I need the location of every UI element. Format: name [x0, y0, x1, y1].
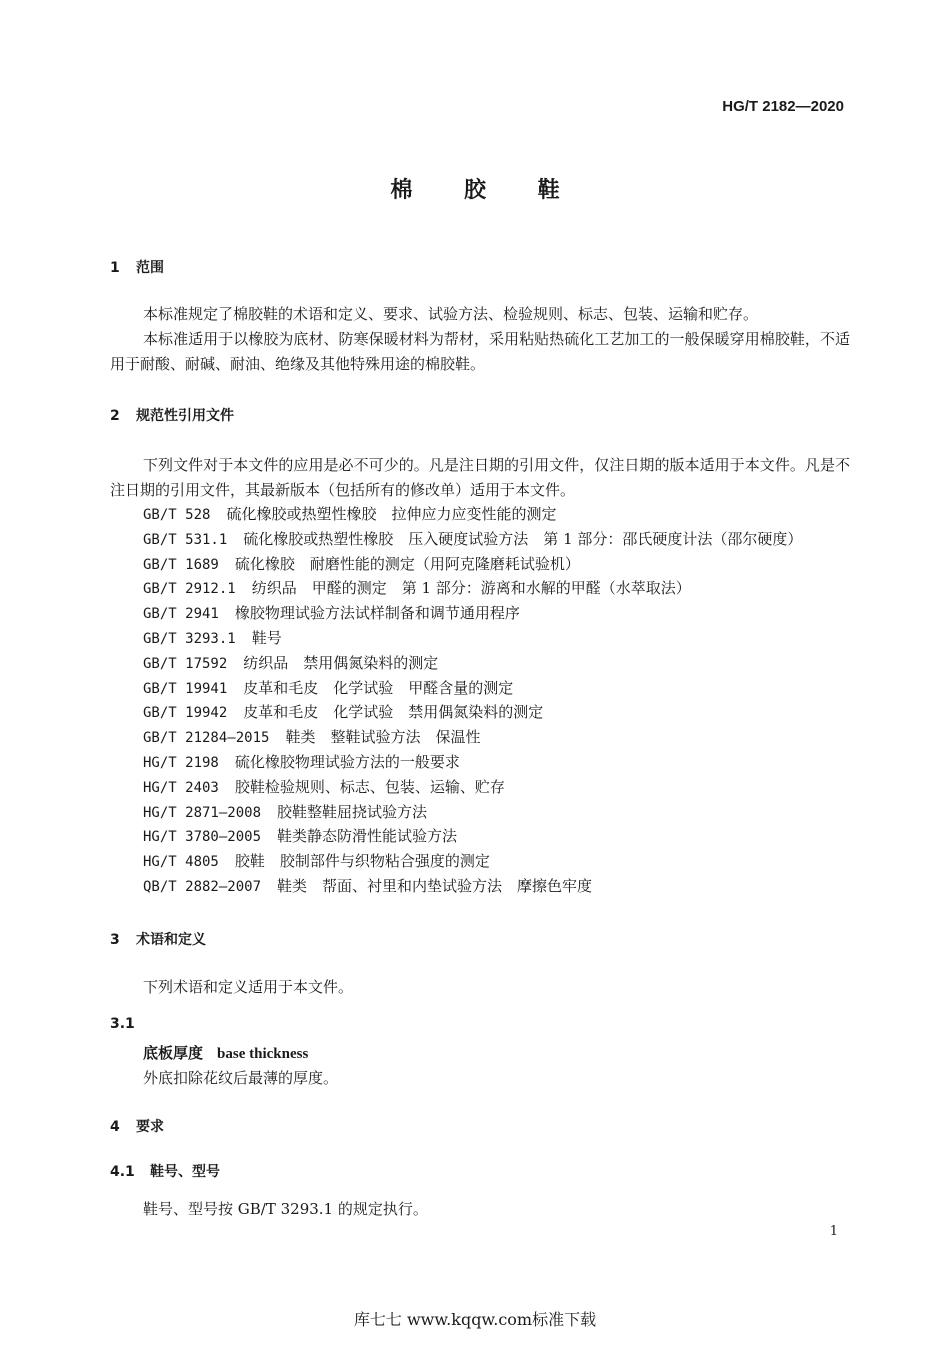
reference-code: HG/T 4805 — [143, 854, 219, 871]
reference-code: HG/T 2871—2008 — [143, 804, 262, 821]
reference-item — [143, 874, 802, 899]
reference-item — [143, 824, 802, 849]
section-1-heading — [110, 257, 164, 277]
reference-title: 皮革和毛皮 化学试验 甲醛含量的测定 — [243, 678, 514, 697]
reference-item — [143, 700, 802, 725]
term-english: base thickness — [217, 1046, 309, 1062]
reference-item — [143, 651, 802, 676]
section-4-heading — [110, 1116, 164, 1136]
shoe-size-text: 鞋号、型号按 GB/T 3293.1 的规定执行。 — [143, 1200, 428, 1218]
reference-code: GB/T 531.1 — [143, 531, 228, 548]
watermark: 库七七 www.kqqw.com标准下载 — [353, 1310, 597, 1329]
term-chinese: 底板厚度 — [143, 1044, 204, 1062]
reference-item — [143, 527, 802, 552]
section-number: 3 — [110, 932, 120, 948]
reference-title: 鞋类 整鞋试验方法 保温性 — [285, 728, 481, 747]
reference-item — [143, 601, 802, 626]
section-title: 范围 — [136, 260, 164, 276]
term-entry — [143, 1042, 308, 1063]
reference-title: 胶鞋整鞋屈挠试验方法 — [277, 802, 428, 821]
reference-item — [143, 502, 802, 527]
reference-item — [143, 750, 802, 775]
reference-title: 鞋号 — [251, 628, 282, 647]
subsection-number: 4.1 — [110, 1164, 135, 1180]
reference-title: 纺织品 禁用偶氮染料的测定 — [243, 653, 439, 672]
reference-code: GB/T 17592 — [143, 655, 228, 672]
subsection-title: 鞋号、型号 — [150, 1164, 220, 1180]
reference-list — [143, 502, 802, 899]
reference-code: GB/T 3293.1 — [143, 630, 236, 647]
reference-title: 皮革和毛皮 化学试验 禁用偶氮染料的测定 — [243, 703, 544, 722]
reference-code: QB/T 2882—2007 — [143, 878, 262, 895]
scope-paragraph-1: 本标准规定了棉胶鞋的术语和定义、要求、试验方法、检验规则、标志、包装、运输和贮存。 — [143, 305, 759, 323]
section-number: 1 — [110, 260, 120, 276]
section-title: 规范性引用文件 — [136, 408, 234, 424]
reference-code: HG/T 3780—2005 — [143, 829, 262, 846]
subsection-4-1-heading — [110, 1161, 220, 1181]
section-number: 2 — [110, 408, 120, 424]
section-number: 4 — [110, 1119, 120, 1135]
reference-title: 鞋类 帮面、衬里和内垫试验方法 摩擦色牢度 — [277, 876, 593, 895]
reference-title: 胶鞋 胶制部件与织物粘合强度的测定 — [234, 852, 490, 871]
reference-code: GB/T 21284—2015 — [143, 730, 270, 747]
reference-item — [143, 725, 802, 750]
section-title: 要求 — [136, 1119, 164, 1135]
reference-item — [143, 800, 802, 825]
document-title: 棉 胶 鞋 — [390, 178, 582, 203]
standard-code: HG/T 2182—2020 — [722, 98, 844, 115]
reference-title: 橡胶物理试验方法试样制备和调节通用程序 — [234, 604, 520, 623]
normative-intro: 下列文件对于本文件的应用是必不可少的。凡是注日期的引用文件，仅注日期的版本适用于本文件。凡是不注日期的引用文件，其最新版本（包括所有的修改单）适用于本文件。 — [110, 456, 850, 499]
page-number: 1 — [829, 1224, 838, 1239]
reference-code: GB/T 1689 — [143, 556, 219, 573]
reference-item — [143, 676, 802, 701]
section-2-heading — [110, 405, 234, 425]
reference-code: GB/T 528 — [143, 507, 211, 523]
reference-item — [143, 576, 802, 601]
reference-item — [143, 552, 802, 577]
reference-code: GB/T 19941 — [143, 680, 228, 697]
section-title: 术语和定义 — [136, 932, 206, 948]
reference-item — [143, 626, 802, 651]
reference-item — [143, 849, 802, 874]
section-3-heading — [110, 929, 206, 949]
reference-title: 纺织品 甲醛的测定 第 1 部分：游离和水解的甲醛（水萃取法） — [251, 579, 691, 598]
reference-title: 硫化橡胶 耐磨性能的测定（用阿克隆磨耗试验机） — [234, 554, 580, 573]
reference-title: 胶鞋检验规则、标志、包装、运输、贮存 — [234, 777, 505, 796]
reference-code: GB/T 2912.1 — [143, 581, 236, 598]
terms-intro: 下列术语和定义适用于本文件。 — [143, 978, 354, 996]
reference-code: HG/T 2403 — [143, 779, 219, 796]
reference-code: HG/T 2198 — [143, 754, 219, 771]
reference-title: 硫化橡胶物理试验方法的一般要求 — [234, 752, 460, 771]
scope-paragraph-2: 本标准适用于以橡胶为底材、防寒保暖材料为帮材，采用粘贴热硫化工艺加工的一般保暖穿用棉胶鞋，不适用于耐酸、耐碱、耐油、绝缘及其他特殊用途的棉胶鞋。 — [110, 330, 850, 373]
reference-title: 鞋类静态防滑性能试验方法 — [277, 827, 458, 846]
reference-code: GB/T 19942 — [143, 705, 228, 722]
reference-item — [143, 775, 802, 800]
reference-code: GB/T 2941 — [143, 606, 219, 623]
reference-title: 硫化橡胶或热塑性橡胶 拉伸应力应变性能的测定 — [226, 505, 557, 523]
reference-title: 硫化橡胶或热塑性橡胶 压入硬度试验方法 第 1 部分：邵氏硬度计法（邵尔硬度） — [243, 529, 803, 548]
term-definition: 外底扣除花纹后最薄的厚度。 — [143, 1069, 339, 1087]
term-number: 3.1 — [110, 1016, 135, 1032]
